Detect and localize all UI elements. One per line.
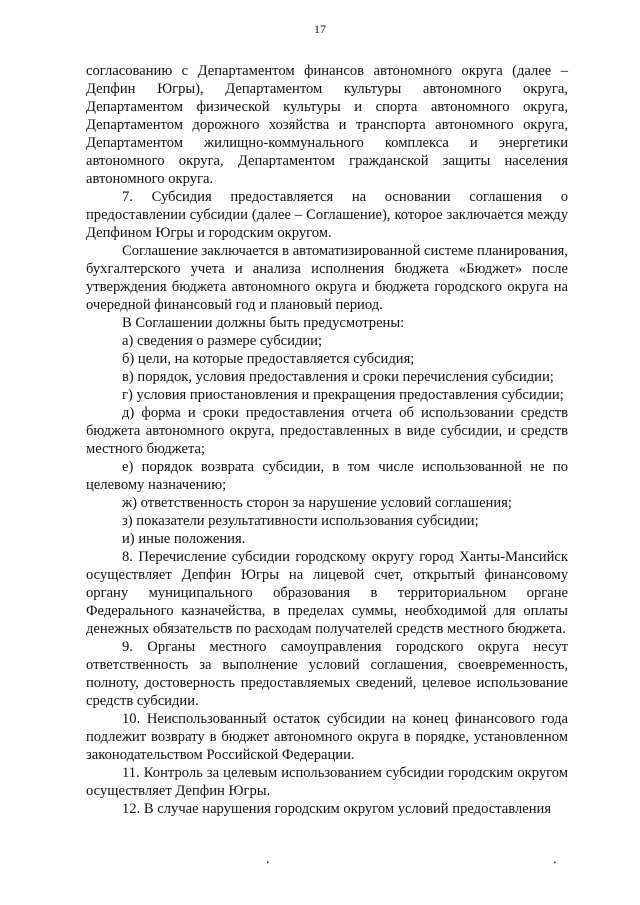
scan-mark: . [266,852,270,867]
paragraph: г) условия приостановления и прекращения предоставления субсидии; [122,387,564,403]
paragraph: В Соглашении должны быть предусмотрены: [122,315,405,331]
paragraph: ж) ответственность сторон за нарушение условий соглашения; [122,495,512,511]
paragraph: 9. Органы местного самоуправления городского округа несут ответственность за выполнение условий соглашения, своевременность, полноту, достоверность предоставляемых сведений, целевое использование средств субсидии. [86,639,568,709]
paragraph: Соглашение заключается в автоматизированной системе планирования, бухгалтерского учета и анализа исполнения бюджета «Бюджет» после утверждения бюджета автономного округа и бюджета городского округа на очередной финансовый год и плановый период. [86,243,568,313]
paragraph: а) сведения о размере субсидии; [122,333,323,349]
paragraph: д) форма и сроки предоставления отчета об использовании средств бюджета автономного округа, предоставленных в виде субсидии, и средств местного бюджета; [86,405,568,457]
paragraph: и) иные положения. [122,531,246,547]
scan-mark: . [553,852,557,867]
paragraph: согласованию с Департаментом финансов автономного округа (далее – Депфин Югры), Департаментом культуры автономного округа, Департаментом физической культуры и спорта автономного округа, Департаментом дорожного хозяйства и транспорта автономного округа, Департаментом жилищно-коммунального комплекса и энергетики автономного округа, Департаментом гражданской защиты населения автономного округа. [86,63,568,187]
paragraph: 10. Неиспользованный остаток субсидии на конец финансового года подлежит возврату в бюджет автономного округа в порядке, установленном законодательством Российской Федерации. [86,711,568,763]
paragraph: 7. Субсидия предоставляется на основании соглашения о предоставлении субсидии (далее – Соглашение), которое заключается между Депфином Югры и городским округом. [86,189,568,241]
paragraph: з) показатели результативности использования субсидии; [122,513,479,529]
paragraph: е) порядок возврата субсидии, в том числе использованной не по целевому назначению; [86,459,568,493]
paragraph: 11. Контроль за целевым использованием субсидии городским округом осуществляет Депфин Югры. [86,765,568,799]
document-body [86,62,568,818]
paragraph: 8. Перечисление субсидии городскому округу город Ханты-Мансийск осуществляет Депфин Югры на лицевой счет, открытый финансовому органу муниципального образования в территориальном органе Федерального казначейства, в пределах суммы, необходимой для оплаты денежных обязательств по расходам получателей средств местного бюджета. [86,549,568,637]
paragraph: б) цели, на которые предоставляется субсидия; [122,351,415,367]
paragraph: в) порядок, условия предоставления и сроки перечисления субсидии; [122,369,554,385]
page-number: 17 [314,22,326,36]
paragraph: 12. В случае нарушения городским округом условий предоставления [122,801,552,817]
